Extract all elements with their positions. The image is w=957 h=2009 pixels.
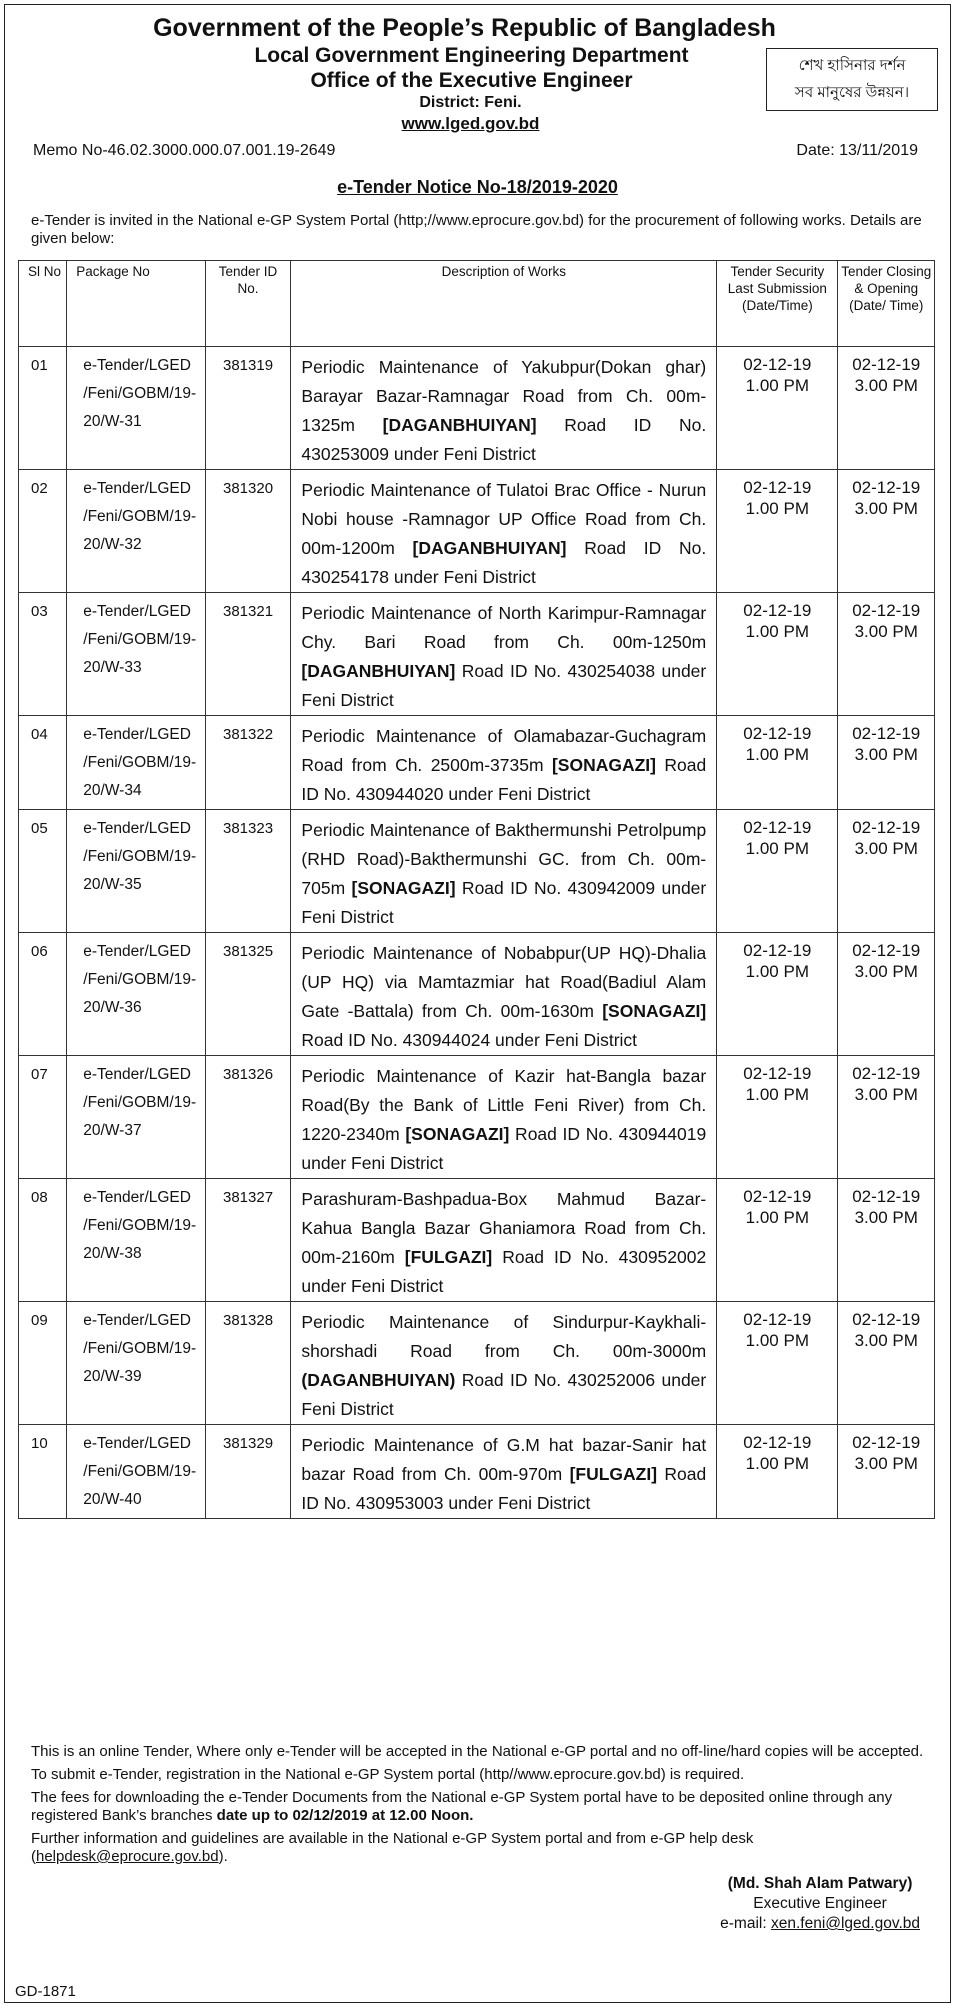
- footer-note-4-end: ).: [218, 1848, 228, 1865]
- row-closing-date: 02-12-19: [852, 1187, 921, 1206]
- row-security-date: 02-12-19: [743, 1064, 812, 1083]
- row-security-time: 1.00 PM: [745, 745, 809, 764]
- row-description-text: Periodic Maintenance of Olamabazar-Guchagram Road from Ch. 2500m-3735m: [301, 726, 707, 775]
- table-row: [19, 470, 935, 593]
- row-package: e-Tender/LGED /Feni/GOBM/19-20/W-31: [67, 347, 205, 470]
- row-package: e-Tender/LGED /Feni/GOBM/19-20/W-34: [67, 716, 205, 810]
- row-security-date: 02-12-19: [743, 355, 812, 374]
- row-closing-datetime: [838, 810, 935, 933]
- row-tender-id: 381329: [205, 1425, 291, 1519]
- row-closing-datetime: [838, 933, 935, 1056]
- row-description-road-id: Road ID No. 430942009 under Feni District: [301, 878, 707, 927]
- header-security: Tender Security Last Submission (Date/Time): [717, 261, 838, 347]
- row-description-text: Periodic Maintenance of Kazir hat-Bangla bazar Road(By the Bank of Little Feni River) from Ch. 1220-2340m: [301, 1066, 707, 1144]
- row-closing-datetime: [838, 1179, 935, 1302]
- row-tender-id: 381328: [205, 1302, 291, 1425]
- row-security-datetime: [717, 810, 838, 933]
- website-link[interactable]: www.lged.gov.bd: [401, 114, 540, 133]
- row-description-road-id: Road ID No. 430254178 under Feni District: [301, 538, 707, 587]
- header-sl: Sl No: [19, 261, 67, 347]
- header-closing: Tender Closing & Opening (Date/ Time): [838, 261, 935, 347]
- works-table: [18, 260, 935, 1519]
- row-security-datetime: [717, 347, 838, 470]
- signatory-email-line: [720, 1914, 920, 1934]
- row-tender-id: 381322: [205, 716, 291, 810]
- row-description-road-id: Road ID No. 430944024 under Feni District: [301, 1030, 638, 1050]
- row-description-text: Parashuram-Bashpadua-Box Mahmud Bazar-Kahua Bangla Bazar Ghaniamora Road from Ch. 00m-2160m: [301, 1189, 707, 1267]
- helpdesk-email-link[interactable]: helpdesk@eprocure.gov.bd: [36, 1848, 219, 1865]
- row-closing-datetime: [838, 1302, 935, 1425]
- row-security-time: 1.00 PM: [745, 1085, 809, 1104]
- table-row: [19, 1179, 935, 1302]
- row-closing-time: 3.00 PM: [854, 376, 918, 395]
- row-package: e-Tender/LGED /Feni/GOBM/19-20/W-39: [67, 1302, 205, 1425]
- row-description-text: Periodic Maintenance of Nobabpur(UP HQ)-Dhalia (UP HQ) via Mamtazmiar hat Road(Badiul Alam Gate -Battala) from Ch. 00m-1630m: [301, 943, 707, 1021]
- row-description: [291, 1302, 717, 1425]
- row-tender-id: 381326: [205, 1056, 291, 1179]
- row-description-road-id: Road ID No. 430952002 under Feni District: [301, 1247, 707, 1296]
- email-label: e-mail:: [720, 1915, 771, 1932]
- footer-note-3-text: The fees for downloading the e-Tender Documents from the National e-GP System portal have to be deposited online through any registered Bank’s branches: [31, 1789, 893, 1824]
- row-upazila: [FULGAZI]: [404, 1247, 493, 1267]
- row-tender-id: 381325: [205, 933, 291, 1056]
- row-security-datetime: [717, 1302, 838, 1425]
- row-security-time: 1.00 PM: [745, 962, 809, 981]
- row-closing-date: 02-12-19: [852, 1064, 921, 1083]
- row-closing-date: 02-12-19: [852, 478, 921, 497]
- table-row: [19, 810, 935, 933]
- row-security-datetime: [717, 1425, 838, 1519]
- header-description: Description of Works: [291, 261, 717, 347]
- row-security-time: 1.00 PM: [745, 1208, 809, 1227]
- footer-note-2: To submit e-Tender, registration in the National e-GP System portal (http//www.eprocure.gov.bd) is required.: [31, 1766, 745, 1783]
- row-sl: 10: [19, 1425, 67, 1519]
- row-package: e-Tender/LGED /Feni/GOBM/19-20/W-33: [67, 593, 205, 716]
- row-description: [291, 933, 717, 1056]
- row-closing-time: 3.00 PM: [854, 499, 918, 518]
- row-description: [291, 716, 717, 810]
- row-description-road-id: Road ID No. 430953003 under Feni District: [301, 1464, 707, 1513]
- row-security-date: 02-12-19: [743, 601, 812, 620]
- row-security-time: 1.00 PM: [745, 499, 809, 518]
- row-tender-id: 381319: [205, 347, 291, 470]
- department-title: Local Government Engineering Department: [254, 44, 689, 67]
- row-security-time: 1.00 PM: [745, 1331, 809, 1350]
- notice-title: e-Tender Notice No-18/2019-2020: [337, 177, 618, 197]
- table-row: [19, 347, 935, 470]
- row-security-datetime: [717, 593, 838, 716]
- footer-note-3-deadline: date up to 02/12/2019 at 12.00 Noon.: [216, 1807, 474, 1824]
- row-sl: 05: [19, 810, 67, 933]
- row-closing-time: 3.00 PM: [854, 1331, 918, 1350]
- row-package: e-Tender/LGED /Feni/GOBM/19-20/W-36: [67, 933, 205, 1056]
- row-security-date: 02-12-19: [743, 1433, 812, 1452]
- table-row: [19, 1425, 935, 1519]
- row-security-date: 02-12-19: [743, 478, 812, 497]
- row-sl: 08: [19, 1179, 67, 1302]
- row-closing-datetime: [838, 347, 935, 470]
- row-closing-date: 02-12-19: [852, 1433, 921, 1452]
- row-upazila: [DAGANBHUIYAN]: [301, 661, 456, 681]
- row-description-text: Periodic Maintenance of Bakthermunshi Petrolpump (RHD Road)-Bakthermunshi GC. from Ch. 00m-705m: [301, 820, 707, 898]
- row-closing-time: 3.00 PM: [854, 962, 918, 981]
- tender-notice-page: [4, 4, 951, 2003]
- row-sl: 09: [19, 1302, 67, 1425]
- row-package: e-Tender/LGED /Feni/GOBM/19-20/W-38: [67, 1179, 205, 1302]
- footer-note-4-text: Further information and guidelines are available in the National e-GP System portal and from e-GP help desk (: [31, 1830, 754, 1865]
- row-description-text: Periodic Maintenance of G.M hat bazar-Sanir hat bazar Road from Ch. 00m-970m: [301, 1435, 707, 1484]
- row-package: e-Tender/LGED /Feni/GOBM/19-20/W-35: [67, 810, 205, 933]
- row-description-text: Periodic Maintenance of Tulatoi Brac Office - Nurun Nobi house -Ramnagor UP Office Road from Ch. 00m-1200m: [301, 480, 707, 558]
- row-description-road-id: Road ID No. 430252006 under Feni District: [301, 1370, 707, 1419]
- row-description: [291, 1179, 717, 1302]
- row-description: [291, 593, 717, 716]
- row-closing-datetime: [838, 470, 935, 593]
- slogan-box: [766, 48, 938, 111]
- row-description-road-id: Road ID No. 430254038 under Feni District: [301, 661, 707, 710]
- row-description: [291, 347, 717, 470]
- row-description-text: Periodic Maintenance of Yakubpur(Dokan ghar) Barayar Bazar-Ramnagar Road from Ch. 00m-1325m: [301, 357, 707, 435]
- row-security-datetime: [717, 470, 838, 593]
- row-tender-id: 381327: [205, 1179, 291, 1302]
- row-security-date: 02-12-19: [743, 724, 812, 743]
- slogan-line-1: শেখ হাসিনার দর্শন: [798, 57, 906, 74]
- footer-note-1: This is an online Tender, Where only e-Tender will be accepted in the National e-GP portal and no off-line/hard copies will be accepted.: [31, 1743, 924, 1760]
- row-upazila: [SONAGAZI]: [551, 755, 656, 775]
- row-sl: 03: [19, 593, 67, 716]
- row-security-date: 02-12-19: [743, 1187, 812, 1206]
- row-tender-id: 381321: [205, 593, 291, 716]
- footer-notes: [31, 1743, 936, 1871]
- row-closing-time: 3.00 PM: [854, 1454, 918, 1473]
- row-sl: 07: [19, 1056, 67, 1179]
- row-sl: 06: [19, 933, 67, 1056]
- table-row: [19, 1056, 935, 1179]
- row-security-datetime: [717, 716, 838, 810]
- row-upazila: (DAGANBHUIYAN): [301, 1370, 456, 1390]
- row-upazila: [SONAGAZI]: [351, 878, 456, 898]
- row-sl: 02: [19, 470, 67, 593]
- row-package: e-Tender/LGED /Feni/GOBM/19-20/W-40: [67, 1425, 205, 1519]
- signatory-designation: Executive Engineer: [753, 1895, 887, 1912]
- footer-note-3: [31, 1789, 936, 1825]
- header-package: Package No: [67, 261, 205, 347]
- row-description-road-id: Road ID No. 430944020 under Feni District: [301, 755, 707, 804]
- row-closing-datetime: [838, 1056, 935, 1179]
- row-sl: 01: [19, 347, 67, 470]
- row-security-time: 1.00 PM: [745, 1454, 809, 1473]
- row-upazila: [SONAGAZI]: [405, 1124, 510, 1144]
- row-closing-time: 3.00 PM: [854, 1085, 918, 1104]
- signatory-name: (Md. Shah Alam Patwary): [727, 1875, 913, 1892]
- row-tender-id: 381320: [205, 470, 291, 593]
- row-description-text: Periodic Maintenance of North Karimpur-Ramnagar Chy. Bari Road from Ch. 00m-1250m: [301, 603, 707, 652]
- row-closing-time: 3.00 PM: [854, 839, 918, 858]
- row-tender-id: 381323: [205, 810, 291, 933]
- row-upazila: [FULGAZI]: [569, 1464, 658, 1484]
- row-description-road-id: Road ID No. 430253009 under Feni District: [301, 415, 707, 464]
- row-security-time: 1.00 PM: [745, 839, 809, 858]
- row-description-road-id: Road ID No. 430944019 under Feni District: [301, 1124, 707, 1173]
- row-upazila: [SONAGAZI]: [602, 1001, 707, 1021]
- row-closing-time: 3.00 PM: [854, 622, 918, 641]
- footer-note-4: [31, 1830, 936, 1866]
- row-closing-datetime: [838, 716, 935, 810]
- table-header-row: [19, 261, 935, 347]
- row-closing-datetime: [838, 1425, 935, 1519]
- table-row: [19, 1302, 935, 1425]
- memo-number: Memo No-46.02.3000.000.07.001.19-2649: [33, 142, 336, 159]
- row-closing-date: 02-12-19: [852, 1310, 921, 1329]
- row-package: e-Tender/LGED /Feni/GOBM/19-20/W-32: [67, 470, 205, 593]
- row-closing-date: 02-12-19: [852, 818, 921, 837]
- row-security-date: 02-12-19: [743, 1310, 812, 1329]
- signatory-email-link[interactable]: xen.feni@lged.gov.bd: [770, 1915, 920, 1932]
- row-upazila: [DAGANBHUIYAN]: [382, 415, 537, 435]
- row-security-datetime: [717, 1179, 838, 1302]
- row-upazila: [DAGANBHUIYAN]: [412, 538, 567, 558]
- row-package: e-Tender/LGED /Feni/GOBM/19-20/W-37: [67, 1056, 205, 1179]
- row-description: [291, 1425, 717, 1519]
- row-sl: 04: [19, 716, 67, 810]
- district-title: District: Feni.: [419, 94, 522, 111]
- row-security-date: 02-12-19: [743, 818, 812, 837]
- header-tender-id: Tender ID No.: [205, 261, 291, 347]
- row-closing-date: 02-12-19: [852, 355, 921, 374]
- row-description: [291, 1056, 717, 1179]
- row-description: [291, 470, 717, 593]
- row-closing-time: 3.00 PM: [854, 1208, 918, 1227]
- row-security-time: 1.00 PM: [745, 622, 809, 641]
- notice-date: Date: 13/11/2019: [796, 142, 918, 159]
- table-row: [19, 716, 935, 810]
- gd-number: GD-1871: [15, 1983, 76, 2000]
- government-title: Government of the People’s Republic of Bangladesh: [153, 14, 776, 42]
- row-closing-date: 02-12-19: [852, 601, 921, 620]
- row-security-datetime: [717, 1056, 838, 1179]
- row-description: [291, 810, 717, 933]
- row-description-text: Periodic Maintenance of Sindurpur-Kaykhali-shorshadi Road from Ch. 00m-3000m: [301, 1312, 707, 1361]
- row-security-date: 02-12-19: [743, 941, 812, 960]
- office-title: Office of the Executive Engineer: [310, 69, 633, 92]
- table-row: [19, 593, 935, 716]
- row-security-time: 1.00 PM: [745, 376, 809, 395]
- table-row: [19, 933, 935, 1056]
- slogan-line-2: সব মানুষের উন্নয়ন।: [794, 84, 910, 101]
- signature-block: [720, 1874, 920, 1934]
- row-closing-datetime: [838, 593, 935, 716]
- row-closing-date: 02-12-19: [852, 724, 921, 743]
- row-security-datetime: [717, 933, 838, 1056]
- row-closing-date: 02-12-19: [852, 941, 921, 960]
- intro-paragraph: e-Tender is invited in the National e-GP System Portal (http;//www.eprocure.gov.bd) for the procurement of following works. Details are given below:: [31, 212, 922, 247]
- row-closing-time: 3.00 PM: [854, 745, 918, 764]
